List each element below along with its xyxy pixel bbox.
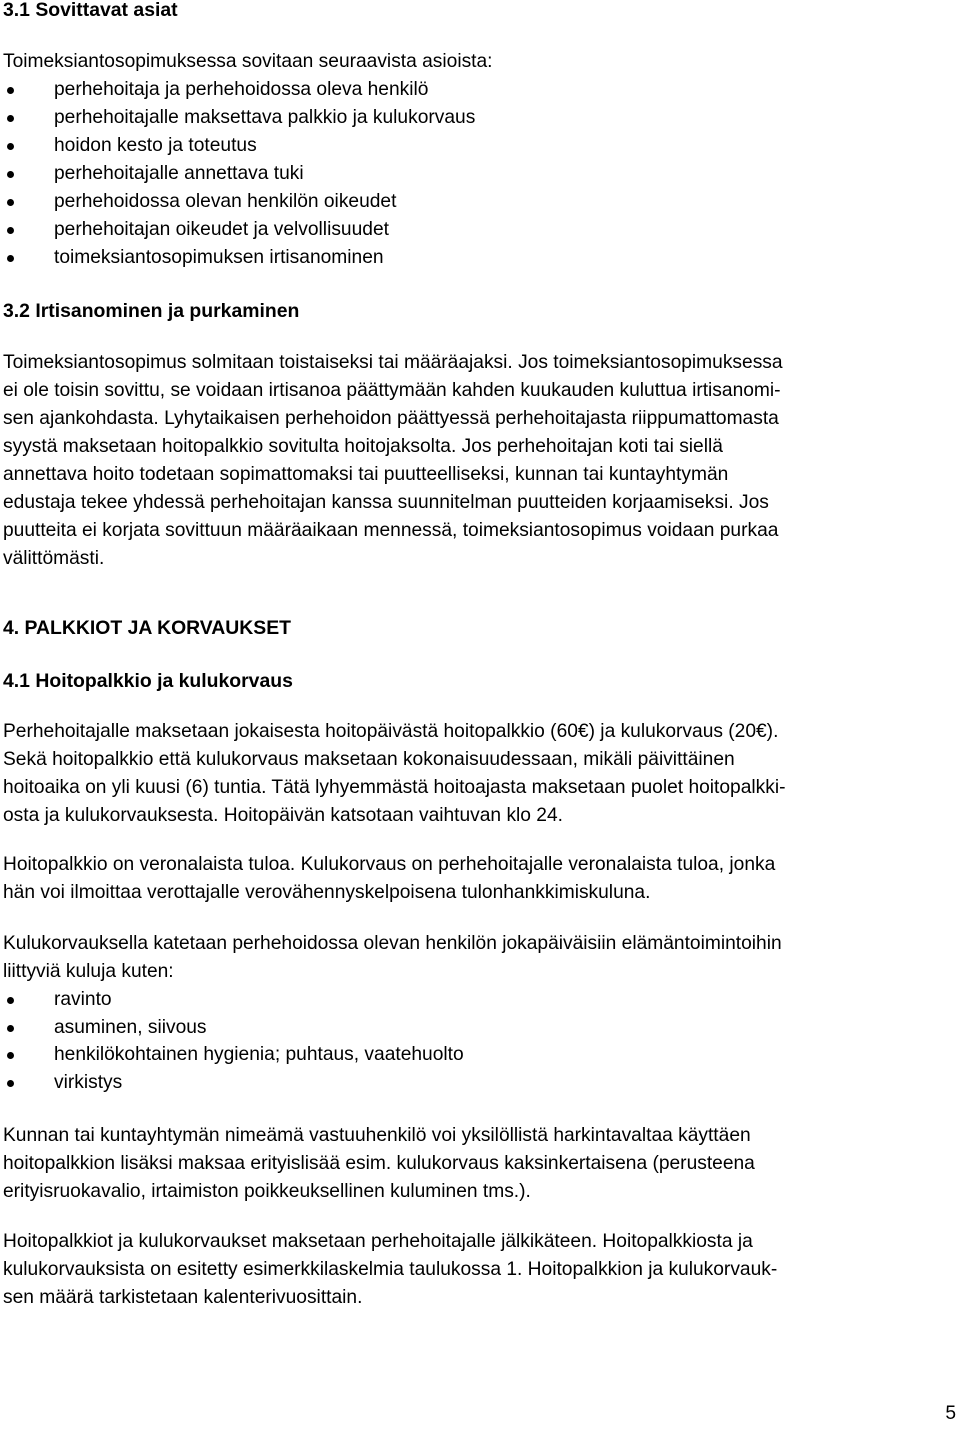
bullet-icon [7, 171, 14, 178]
bullet-icon [7, 143, 14, 150]
text-line: osta ja kulukorvauksesta. Hoitopäivän katsotaan vaihtuvan klo 24. [3, 805, 563, 826]
text-line: syystä maksetaan hoitopalkkio sovitulta hoitojaksolta. Jos perhehoitajan koti tai siellä [3, 436, 723, 457]
section-4-1-paragraph-2 [3, 851, 956, 907]
text-line: hän voi ilmoittaa verottajalle verovähennyskelpoisena tulonhankkimiskuluna. [3, 882, 651, 903]
text-line: Perhehoitajalle maksetaan jokaisesta hoitopäivästä hoitopalkkio (60€) ja kulukorvaus (20€). [3, 721, 779, 742]
text-line: edustaja tekee yhdessä perhehoitajan kanssa suunnitelman puutteiden korjaamiseksi. Jos [3, 492, 769, 513]
section-4-heading: 4. PALKKIOT JA KORVAUKSET [3, 617, 292, 639]
text-line: annettava hoito todetaan sopimattomaksi tai puutteelliseksi, kunnan tai kuntayhtymän [3, 464, 729, 485]
section-4-1-paragraph-3 [3, 930, 956, 986]
list-item: virkistys [3, 1069, 464, 1097]
bullet-icon [7, 199, 14, 206]
text-line: Hoitopalkkiot ja kulukorvaukset maksetaan perhehoitajalle jälkikäteen. Hoitopalkkiosta ja [3, 1231, 753, 1252]
list-item: perhehoitaja ja perhehoidossa oleva henkilö [3, 76, 475, 104]
section-4-1-paragraph-5 [3, 1228, 956, 1312]
list-item: perhehoidossa olevan henkilön oikeudet [3, 188, 475, 216]
text-line: Toimeksiantosopimus solmitaan toistaiseksi tai määräajaksi. Jos toimeksiantosopimuksessa [3, 352, 783, 373]
list-item: perhehoitajalle maksettava palkkio ja kulukorvaus [3, 104, 475, 132]
section-4-1-paragraph-1 [3, 718, 956, 830]
list-item: asuminen, siivous [3, 1014, 464, 1042]
cost-items-list [3, 986, 464, 1097]
section-3-2-paragraph [3, 349, 956, 573]
bullet-icon [7, 115, 14, 122]
text-line: Kulukorvauksella katetaan perhehoidossa olevan henkilön jokapäiväisiin elämäntoimintoihin [3, 933, 782, 954]
list-item: perhehoitajalle annettava tuki [3, 160, 475, 188]
bullet-icon [7, 997, 14, 1004]
section-3-1-heading: 3.1 Sovittavat asiat [3, 0, 178, 21]
text-line: sen määrä tarkistetaan kalenterivuosittain. [3, 1287, 363, 1308]
text-line: ei ole toisin sovittu, se voidaan irtisanoa päättymään kahden kuukauden kuluttua irtisanomi- [3, 380, 781, 401]
text-line: hoitopalkkion lisäksi maksaa erityislisää esim. kulukorvaus kaksinkertaisena (perusteena [3, 1153, 755, 1174]
text-line: erityisruokavalio, irtaimiston poikkeuksellinen kuluminen tms.). [3, 1181, 531, 1202]
bullet-icon [7, 255, 14, 262]
list-item: henkilökohtainen hygienia; puhtaus, vaatehuolto [3, 1041, 464, 1069]
list-item: ravinto [3, 986, 464, 1014]
bullet-icon [7, 87, 14, 94]
list-item: perhehoitajan oikeudet ja velvollisuudet [3, 216, 475, 244]
bullet-icon [7, 1052, 14, 1059]
text-line: välittömästi. [3, 548, 105, 569]
list-item: hoidon kesto ja toteutus [3, 132, 475, 160]
section-3-1-list [3, 76, 475, 272]
page-number: 5 [945, 1403, 956, 1424]
bullet-icon [7, 227, 14, 234]
text-line: sen ajankohdasta. Lyhytaikaisen perhehoidon päättyessä perhehoitajasta riippumattomasta [3, 408, 779, 429]
text-line: kulukorvauksista on esitetty esimerkkilaskelmia taulukossa 1. Hoitopalkkion ja kulukorvauk- [3, 1259, 778, 1280]
text-line: hoitoaika on yli kuusi (6) tuntia. Tätä lyhyemmästä hoitoajasta maksetaan puolet hoitopalkki- [3, 777, 786, 798]
section-4-1-heading: 4.1 Hoitopalkkio ja kulukorvaus [3, 670, 293, 692]
list-item: toimeksiantosopimuksen irtisanominen [3, 244, 475, 272]
bullet-icon [7, 1025, 14, 1032]
bullet-icon [7, 1080, 14, 1087]
section-3-2-heading: 3.2 Irtisanominen ja purkaminen [3, 300, 300, 322]
section-4-1-paragraph-4 [3, 1122, 956, 1206]
text-line: Sekä hoitopalkkio että kulukorvaus maksetaan kokonaisuudessaan, mikäli päivittäinen [3, 749, 735, 770]
section-3-1-intro: Toimeksiantosopimuksessa sovitaan seuraavista asioista: [3, 51, 493, 72]
text-line: liittyviä kuluja kuten: [3, 961, 174, 982]
text-line: Kunnan tai kuntayhtymän nimeämä vastuuhenkilö voi yksilöllistä harkintavaltaa käyttäen [3, 1125, 751, 1146]
text-line: Hoitopalkkio on veronalaista tuloa. Kulukorvaus on perhehoitajalle veronalaista tuloa, jonka [3, 854, 776, 875]
text-line: puutteita ei korjata sovittuun määräaikaan mennessä, toimeksiantosopimus voidaan purkaa [3, 520, 779, 541]
